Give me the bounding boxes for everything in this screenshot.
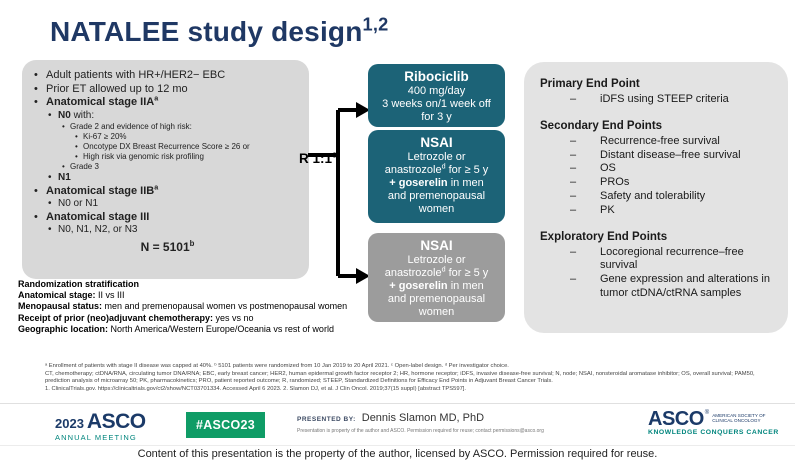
permission-note: Presentation is property of the author and ASCO. Permission required for reuse; contact permissions@asco.org bbox=[297, 428, 544, 434]
footnotes-block bbox=[45, 363, 755, 393]
eligibility-item: • Adult patients with HR+/HER2− EBC bbox=[34, 69, 301, 83]
section-heading: Primary End Point bbox=[540, 78, 640, 90]
eligibility-item: • Ki-67 ≥ 20% bbox=[75, 132, 301, 142]
eligibility-item: • Anatomical stage IIB$^a$ bbox=[34, 185, 301, 199]
eligibility-item: • Anatomical stage III bbox=[34, 211, 301, 225]
endpoint-item: – Safety and tolerability bbox=[558, 190, 778, 204]
eligibility-item: • Grade 2 and evidence of high risk: bbox=[62, 122, 301, 132]
eligibility-box bbox=[22, 60, 309, 279]
endpoints-panel bbox=[524, 62, 788, 333]
arm-box-nsai-control: NSAI Letrozole or anastrozole$^d$ for ≥ 5 y + goserelin in men and premenopausal women bbox=[368, 233, 505, 322]
arm-title: Ribociclib bbox=[404, 69, 469, 84]
randomization-arrows bbox=[294, 98, 376, 286]
section-heading: Secondary End Points bbox=[540, 119, 663, 132]
presented-by-label: PRESENTED BY: bbox=[297, 416, 356, 423]
footnote-line: prediction analysis of microarray 50; PK, pharmacokinetics; PRO, patient reported outcome; R, randomized; STEEP, Standardized Definitions for Efficacy End Points in Adjuvant Breast Cancer Trials. bbox=[45, 378, 553, 385]
exploratory-endpoints-section bbox=[540, 230, 778, 301]
page-title bbox=[50, 16, 388, 48]
meeting-asco-wordmark: ASCO bbox=[86, 410, 146, 433]
endpoint-item: – OS bbox=[558, 162, 778, 176]
primary-endpoints-section bbox=[540, 77, 778, 107]
stratification-row: Receipt of prior (neo)adjuvant chemotherapy: yes vs no bbox=[18, 312, 254, 323]
section-heading: Exploratory End Points bbox=[540, 230, 668, 243]
footnote-line: CT, chemotherapy; ctDNA/RNA, circulating tumor DNA/RNA; EBC, early breast cancer; HER2, human epidermal growth factor receptor 2; HR, hormone receptor; iDFS, invasive disease-free survival; N, node; NSAI, nonsteroidal aromatase inhibitor; OS, overall survival; PAM50, bbox=[45, 370, 755, 377]
society-name-line1: AMERICAN SOCIETY OF bbox=[712, 413, 766, 418]
arm-box-ribociclib: Ribociclib 400 mg/day 3 weeks on/1 week off for 3 y bbox=[368, 64, 505, 127]
stratification-block bbox=[18, 279, 347, 335]
arm-title: NSAI bbox=[420, 135, 453, 150]
hashtag-badge: #ASCO23 bbox=[186, 412, 265, 438]
eligibility-item: • N0 with: bbox=[48, 110, 301, 123]
caption-divider bbox=[0, 445, 795, 446]
endpoint-item: – Gene expression and alterations in tumor ctDNA/ctRNA samples bbox=[558, 273, 778, 301]
eligibility-item: • Grade 3 bbox=[62, 162, 301, 172]
stratification-heading: Randomization stratification bbox=[18, 279, 140, 289]
eligibility-item: • Prior ET allowed up to 12 mo bbox=[34, 83, 301, 97]
endpoint-item: – PROs bbox=[558, 176, 778, 190]
society-name-line2: CLINICAL ONCOLOGY bbox=[712, 418, 761, 424]
presenter-name: Dennis Slamon MD, PhD bbox=[361, 412, 485, 424]
asco-annual-meeting-logo bbox=[55, 410, 146, 442]
enrollment-total: $N = 5101^b$ bbox=[140, 238, 195, 254]
arm-title: NSAI bbox=[420, 238, 453, 253]
footnote-line: 1. ClinicalTrials.gov. https://clinicaltrials.gov/ct2/show/NCT03701334. Accessed April 6 2023. 2. Slamon DJ, et al. J Clin Oncol. 2019;37(15 suppl) [abstract TPS597]. bbox=[45, 385, 467, 392]
stratification-row: Geographic location: North America/Western Europe/Oceania vs rest of world bbox=[18, 323, 334, 334]
stratification-row: Anatomical stage: II vs III bbox=[18, 290, 125, 301]
eligibility-item: • Oncotype DX Breast Recurrence Score ≥ 26 or bbox=[75, 142, 301, 152]
secondary-endpoints-section bbox=[540, 119, 778, 218]
registered-mark: ® bbox=[704, 410, 710, 416]
eligibility-item: • High risk via genomic risk profiling bbox=[75, 152, 301, 162]
asco-society-logo bbox=[648, 410, 779, 436]
eligibility-item: • N0 or N1 bbox=[48, 198, 301, 211]
eligibility-item: • N1 bbox=[48, 172, 301, 185]
endpoint-item: – Locoregional recurrence–free survival bbox=[558, 246, 778, 274]
eligibility-item: • N0, N1, N2, or N3 bbox=[48, 224, 301, 237]
stratification-row: Menopausal status: men and premenopausal women vs postmenopausal women bbox=[18, 301, 348, 312]
reuse-caption: Content of this presentation is the property of the author, licensed by ASCO. Permission required for reuse. bbox=[137, 448, 658, 460]
arm-box-nsai-experimental: NSAI Letrozole or anastrozole$^d$ for ≥ 5 y + goserelin in men and premenopausal women bbox=[368, 130, 505, 223]
endpoint-item: – Recurrence-free survival bbox=[558, 135, 778, 149]
asco-tagline: KNOWLEDGE CONQUERS CANCER bbox=[648, 429, 779, 436]
randomization-label: R 1:1$^c$ bbox=[299, 149, 337, 166]
endpoint-item: – PK bbox=[558, 204, 778, 218]
meeting-year: 2023 bbox=[55, 416, 84, 431]
page-title-superscript: 1,2 bbox=[362, 14, 389, 35]
page-title-text: NATALEE study design bbox=[50, 16, 363, 47]
asco-wordmark: ASCO bbox=[648, 408, 704, 430]
footnote-line: ᵃ Enrollment of patients with stage II disease was capped at 40%. ᵇ 5101 patients were randomized from 10 Jan 2019 to 20 April 2021. ᶜ Open-label design. ᵈ Per investigator choice. bbox=[45, 363, 509, 369]
presented-by-block bbox=[297, 412, 544, 434]
endpoint-item: – Distant disease–free survival bbox=[558, 149, 778, 163]
footer-divider bbox=[0, 403, 795, 404]
endpoint-item: – iDFS using STEEP criteria bbox=[558, 93, 778, 107]
meeting-subtitle: ANNUAL MEETING bbox=[55, 433, 137, 442]
eligibility-item: • Anatomical stage IIA$^a$ bbox=[34, 96, 301, 110]
